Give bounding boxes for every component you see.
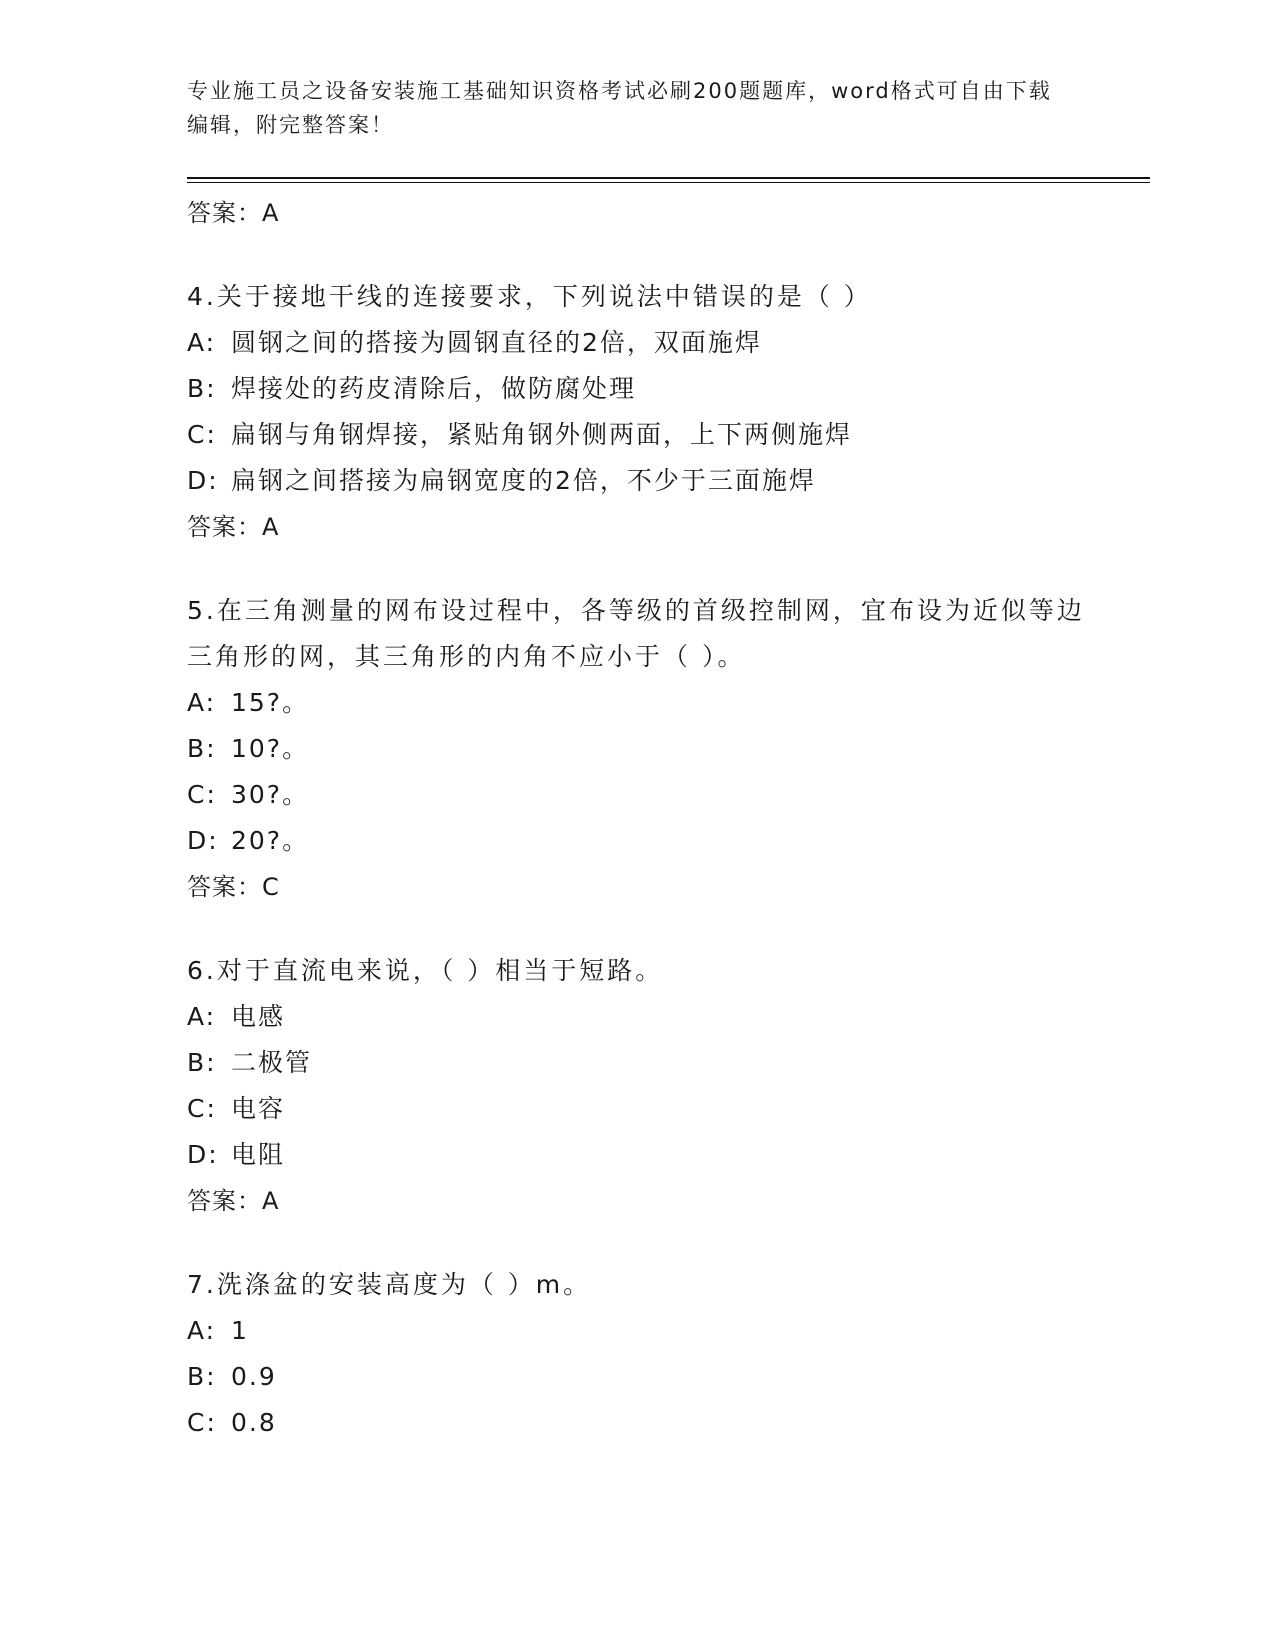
answer-line: 答案：C: [187, 873, 280, 901]
option-letter: A:: [187, 688, 217, 717]
question-text: 4.关于接地干线的连接要求，下列说法中错误的是（ ）: [187, 282, 872, 311]
option-text: 电阻: [231, 1140, 286, 1169]
answer-line: 答案：A: [187, 1187, 280, 1215]
option-letter: D:: [187, 1140, 219, 1169]
option-letter: B:: [187, 1048, 217, 1077]
option-text: 电容: [231, 1094, 286, 1123]
question-text: 6.对于直流电来说，（ ）相当于短路。: [187, 956, 664, 985]
document-header: 专业施工员之设备安装施工基础知识资格考试必刷200题题库，word格式可自由下载编辑，附完整答案！: [187, 79, 1052, 137]
option-c: [187, 1086, 1087, 1132]
question-block: [187, 588, 1087, 910]
option-d: [187, 458, 1087, 504]
header-rule-thin: [187, 182, 1150, 183]
option-b: [187, 1354, 1087, 1400]
option-d: [187, 1132, 1087, 1178]
question-block: [187, 948, 1087, 1224]
option-letter: D:: [187, 826, 219, 855]
option-a: [187, 320, 1087, 366]
option-a: [187, 994, 1087, 1040]
option-c: [187, 772, 1087, 818]
option-text: 焊接处的药皮清除后，做防腐处理: [231, 374, 637, 403]
answer-line: 答案：A: [187, 513, 280, 541]
option-a: [187, 680, 1087, 726]
question-block: [187, 274, 1087, 550]
option-b: [187, 1040, 1087, 1086]
option-letter: A:: [187, 1002, 217, 1031]
option-text: 0.9: [231, 1362, 277, 1391]
option-letter: C:: [187, 1094, 217, 1123]
option-letter: C:: [187, 1408, 217, 1437]
question-block: [187, 1262, 1087, 1446]
option-letter: A:: [187, 328, 217, 357]
option-text: 0.8: [231, 1408, 277, 1437]
option-text: 30?。: [231, 780, 310, 809]
option-letter: B:: [187, 734, 217, 763]
option-text: 电感: [231, 1002, 286, 1031]
option-a: [187, 1308, 1087, 1354]
option-letter: B:: [187, 374, 217, 403]
option-text: 20?。: [231, 826, 310, 855]
option-c: [187, 412, 1087, 458]
option-c: [187, 1400, 1087, 1446]
option-b: [187, 726, 1087, 772]
question-text: 5.在三角测量的网布设过程中，各等级的首级控制网，宜布设为近似等边三角形的网，其三角形的内角不应小于（ ）。: [187, 596, 1085, 671]
option-letter: C:: [187, 780, 217, 809]
option-text: 扁钢与角钢焊接，紧贴角钢外侧两面，上下两侧施焊: [231, 420, 853, 449]
option-letter: C:: [187, 420, 217, 449]
option-letter: A:: [187, 1316, 217, 1345]
answer-line: 答案：A: [187, 199, 280, 227]
option-text: 扁钢之间搭接为扁钢宽度的2倍，不少于三面施焊: [231, 466, 816, 495]
question-list: [187, 186, 1087, 1446]
option-d: [187, 818, 1087, 864]
option-text: 15?。: [231, 688, 310, 717]
question-text: 7.洗涤盆的安装高度为（ ）m。: [187, 1270, 592, 1299]
header-rule-thick: [187, 177, 1150, 179]
option-b: [187, 366, 1087, 412]
option-text: 圆钢之间的搭接为圆钢直径的2倍，双面施焊: [231, 328, 762, 357]
option-text: 二极管: [231, 1048, 313, 1077]
option-text: 10?。: [231, 734, 310, 763]
option-letter: B:: [187, 1362, 217, 1391]
option-text: 1: [231, 1316, 249, 1345]
option-letter: D:: [187, 466, 219, 495]
